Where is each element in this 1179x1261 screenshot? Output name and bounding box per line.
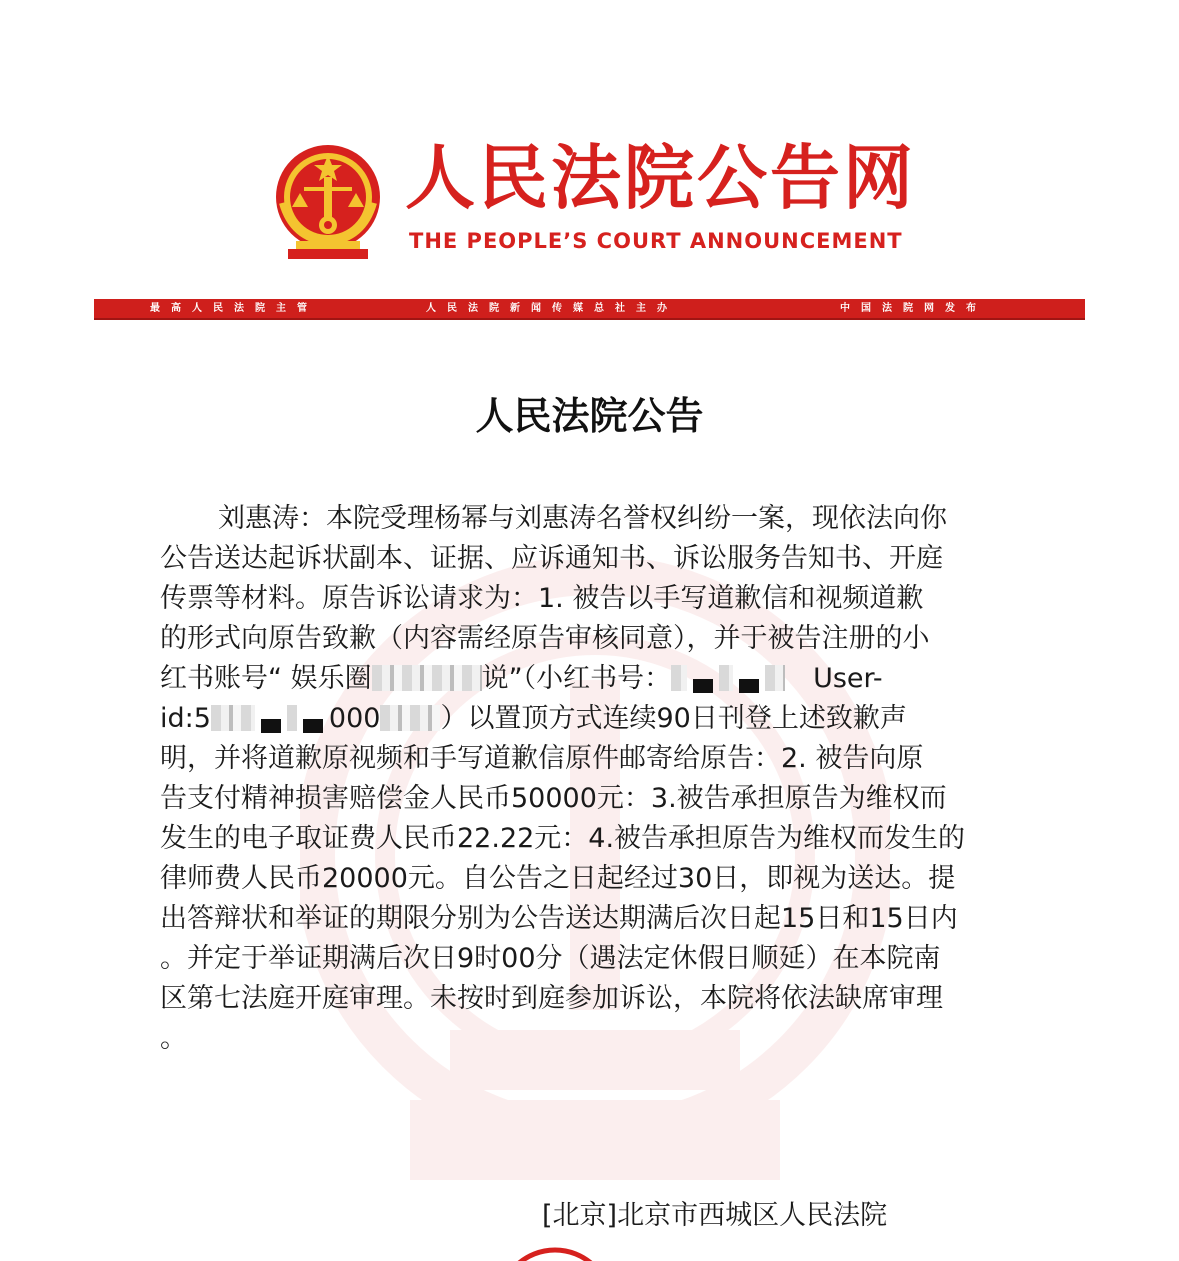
redaction-block xyxy=(693,679,713,693)
site-title-english: THE PEOPLE’S COURT ANNOUNCEMENT xyxy=(409,229,903,253)
court-emblem-icon xyxy=(272,143,384,261)
redaction-block xyxy=(303,719,323,733)
banner-publisher-text: 中国法院网发布 xyxy=(840,303,987,314)
body-line: 出答辩状和举证的期限分别为公告送达期满后次日起15日和15日内 xyxy=(160,903,958,934)
court-seal-icon xyxy=(495,1246,615,1261)
body-line: 的形式向原告致歉（内容需经原告审核同意），并于被告注册的小 xyxy=(160,623,930,654)
body-line: 区第七法庭开庭审理。未按时到庭参加诉讼，本院将依法缺席审理 xyxy=(160,983,943,1014)
redacted-text xyxy=(765,665,785,691)
redaction-block xyxy=(739,679,759,693)
body-line: 。并定于举证期满后次日9时00分（遇法定休假日顺延）在本院南 xyxy=(160,943,941,974)
redacted-text xyxy=(372,665,482,691)
body-line: 告支付精神损害赔偿金人民币50000元：3.被告承担原告为维权而 xyxy=(160,783,947,814)
body-line: id:5 000 ）以置顶方式连续90日刊登上述致歉声 xyxy=(160,703,907,734)
banner-supervisor-text: 最高人民法院主管 xyxy=(150,303,318,314)
body-line: 红书账号“ 娱乐圈 说”（小红书号： User- xyxy=(160,663,883,694)
body-line: 公告送达起诉状副本、证据、应诉通知书、诉讼服务告知书、开庭 xyxy=(160,543,943,574)
document-title: 人民法院公告 xyxy=(475,394,704,438)
redacted-text xyxy=(211,705,255,731)
redacted-text xyxy=(380,705,440,731)
announcement-body xyxy=(160,499,1040,1059)
site-title: 人民法院公告网 xyxy=(405,137,916,219)
body-line: 发生的电子取证费人民币22.22元：4.被告承担原告为维权而发生的 xyxy=(160,823,966,854)
redacted-text xyxy=(671,665,687,691)
header-banner xyxy=(94,299,1085,320)
body-line: 律师费人民币20000元。自公告之日起经过30日，即视为送达。提 xyxy=(160,863,956,894)
body-line: 明，并将道歉原视频和手写道歉信原件邮寄给原告：2. 被告向原 xyxy=(160,743,924,774)
redacted-text xyxy=(287,705,297,731)
redaction-block xyxy=(261,719,281,733)
body-line: 传票等材料。原告诉讼请求为：1. 被告以手写道歉信和视频道歉 xyxy=(160,583,924,614)
redacted-text xyxy=(719,665,733,691)
body-line: 。 xyxy=(160,1023,187,1054)
issuing-court-name: [北京]北京市西城区人民法院 xyxy=(542,1200,888,1231)
banner-sponsor-text: 人民法院新闻传媒总社主办 xyxy=(426,303,678,314)
body-line: 刘惠涛：本院受理杨幂与刘惠涛名誉权纠纷一案，现依法向你 xyxy=(218,503,947,534)
